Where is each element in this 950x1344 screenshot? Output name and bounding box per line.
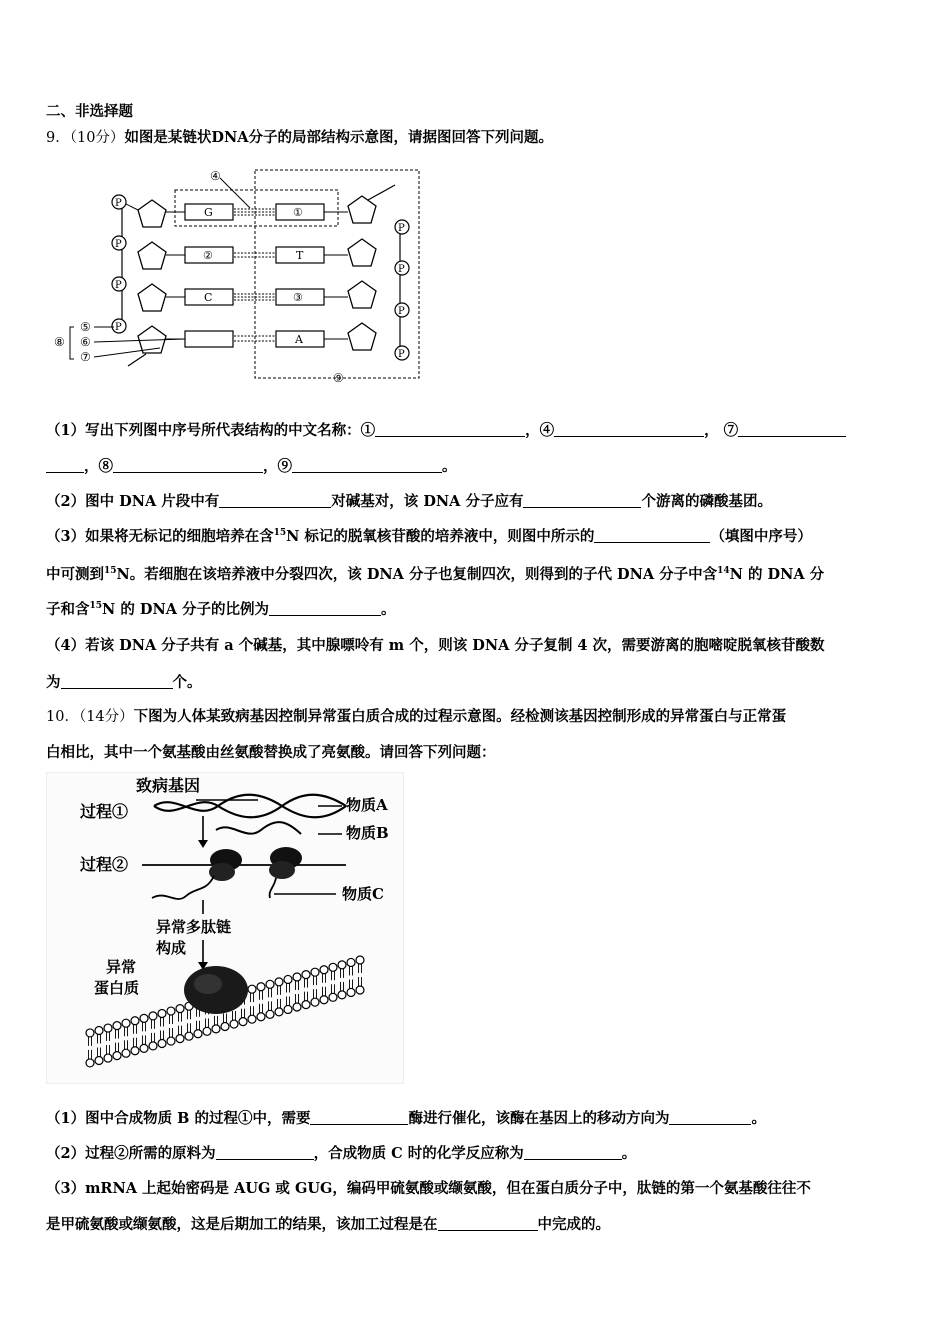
lipid-head [86, 1059, 94, 1067]
lipid-head [284, 975, 292, 983]
q10-p2-c: 。 [621, 1145, 637, 1162]
gene-expression-figure [46, 772, 404, 1084]
protein-label-2: 蛋白质 [94, 979, 140, 997]
q10-p1-a: （1）图中合成物质 B 的过程①中，需要 [46, 1110, 311, 1127]
lipid-head [158, 1009, 166, 1017]
lipid-head [176, 1035, 184, 1043]
answer-blank[interactable] [524, 1145, 622, 1160]
answer-blank[interactable] [219, 493, 331, 508]
lipid-head [302, 1001, 310, 1009]
substance-c-label: 物质C [342, 885, 384, 903]
answer-blank[interactable] [523, 493, 641, 508]
answer-blank[interactable] [669, 1110, 751, 1125]
lipid-head [203, 1027, 211, 1035]
q10-part2 [46, 1144, 906, 1164]
lipid-head [338, 991, 346, 999]
base-left-1: G [204, 206, 213, 219]
phosphate-label: P [115, 280, 122, 291]
q10-part1 [46, 1109, 906, 1129]
q9-part3-line2 [46, 565, 906, 585]
lipid-head [293, 973, 301, 981]
process2-label: 过程② [80, 855, 129, 874]
superscript: 14 [717, 566, 730, 576]
q10-p1-c: 。 [751, 1110, 766, 1127]
lipid-head [266, 980, 274, 988]
q9-p3-d: 中可测到 [46, 566, 104, 583]
q9-part3-line1 [46, 527, 906, 547]
q10-stem-line1 [46, 707, 906, 727]
lipid-head [347, 988, 355, 996]
pair-row-1 [112, 195, 409, 234]
q10-score: （14分） [78, 709, 134, 725]
lipid-head [167, 1037, 175, 1045]
lipid-head [140, 1014, 148, 1022]
q9-p4-a: （4）若该 DNA 分子共有 a 个碱基，其中腺嘌呤有 m 个，则该 DNA 分子复制 4 次，需要游离的胞嘧啶脱氧核苷酸数 [46, 637, 825, 654]
q10-stem1: 下图为人体某致病基因控制异常蛋白质合成的过程示意图。经检测该基因控制形成的异常蛋白与正常蛋 [133, 708, 787, 725]
label-9: ⑨ [333, 371, 344, 385]
lipid-head [212, 1025, 220, 1033]
q9-p3-b: N 标记的脱氧核苷酸的培养液中，则图中所示的 [286, 528, 595, 545]
lipid-head [320, 966, 328, 974]
lipid-head [293, 1003, 301, 1011]
q10-number: 10． [46, 709, 79, 725]
substance-a-label: 物质A [346, 796, 388, 814]
lipid-head [122, 1019, 130, 1027]
q9-score: （10分） [69, 130, 125, 146]
q10-stem-line2 [46, 743, 906, 763]
lipid-head [167, 1007, 175, 1015]
q10-p2-a: （2）过程②所需的原料为 [46, 1145, 216, 1162]
q9-p1-text: （1）写出下列图中序号所代表结构的中文名称：① [46, 422, 376, 439]
phosphate-label: P [398, 264, 405, 275]
lipid-head [275, 978, 283, 986]
compose-label: 构成 [156, 939, 187, 957]
lipid-head [284, 1005, 292, 1013]
q9-part2 [46, 492, 906, 512]
answer-blank[interactable] [375, 422, 525, 437]
lipid-head [329, 963, 337, 971]
label-6: ⑥ [80, 335, 91, 349]
phosphate-label: P [115, 198, 122, 209]
label-5: ⑤ [80, 320, 91, 334]
lipid-head [302, 971, 310, 979]
superscript: 15 [273, 528, 287, 538]
q9-part3-line3 [46, 600, 906, 620]
q9-p3-a: （3）如果将无标记的细胞培养在含 [46, 528, 274, 545]
lipid-head [257, 983, 265, 991]
q9-p1-c7: ， ⑦ [704, 422, 739, 439]
lipid-head [356, 986, 364, 994]
q9-p3-h: N 的 DNA 分子的比例为 [102, 601, 270, 618]
phosphate-label: P [398, 306, 405, 317]
pair-row-3 [112, 277, 409, 317]
q10-p3-a: （3）mRNA 上起始密码是 AUG 或 GUG，编码甲硫氨酸或缬氨酸，但在蛋白质分子中，肽链的第一个氨基酸往往不 [46, 1180, 811, 1197]
answer-blank[interactable] [216, 1145, 314, 1160]
lipid-head [149, 1042, 157, 1050]
q9-p1-c4: ，④ [525, 422, 555, 439]
q9-p3-i: 。 [381, 601, 396, 618]
q9-p2-b: 对碱基对，该 DNA 分子应有 [331, 493, 524, 510]
q9-p4-c: 个。 [172, 674, 202, 691]
q9-p4-b: 为 [46, 674, 61, 691]
phosphate-label: P [115, 322, 122, 333]
q9-p3-f: N 的 DNA 分 [729, 566, 825, 583]
lipid-head [320, 996, 328, 1004]
q9-p2-c: 个游离的磷酸基团。 [641, 493, 772, 510]
q10-part3-line2 [46, 1215, 906, 1235]
base-right-2: T [296, 249, 304, 262]
q9-stem [46, 128, 906, 148]
lipid-head [194, 1030, 202, 1038]
q9-part4-line1 [46, 636, 906, 656]
superscript: 15 [89, 601, 103, 611]
protein-label-1: 异常 [106, 958, 137, 976]
q9-part4-line2 [46, 673, 906, 693]
base-right-3: ③ [293, 291, 303, 304]
label-8: ⑧ [54, 335, 65, 349]
q9-stem-text: 如图是某链状DNA分子的局部结构示意图，请据图回答下列问题。 [124, 129, 554, 146]
lipid-head [356, 956, 364, 964]
q10-stem2: 白相比，其中一个氨基酸由丝氨酸替换成了亮氨酸。请回答下列问题： [46, 744, 496, 761]
lipid-head [329, 993, 337, 1001]
q9-p1-c8: ，⑧ [84, 458, 113, 475]
lipid-head [122, 1049, 130, 1057]
label-7: ⑦ [80, 350, 91, 364]
answer-blank[interactable] [738, 422, 846, 437]
q10-p3-b: 是甲硫氨酸或缬氨酸，这是后期加工的结果，该加工过程是在 [46, 1216, 438, 1233]
lipid-head [158, 1039, 166, 1047]
lipid-head [221, 1022, 229, 1030]
lipid-head [113, 1022, 121, 1030]
gene-label: 致病基因 [136, 776, 201, 795]
lipid-head [248, 1015, 256, 1023]
lipid-head [104, 1054, 112, 1062]
q10-p1-b: 酶进行催化，该酶在基因上的移动方向为 [408, 1110, 670, 1127]
lipid-head [311, 968, 319, 976]
answer-blank[interactable] [46, 458, 84, 473]
q9-part1-line2 [46, 457, 906, 477]
q9-number: 9． [46, 130, 70, 146]
dna-structure-figure [50, 160, 430, 390]
q9-part1-line1 [46, 421, 906, 441]
lipid-head [176, 1005, 184, 1013]
lipid-head [95, 1056, 103, 1064]
answer-blank[interactable] [269, 601, 381, 616]
phosphate-label: P [398, 349, 405, 360]
q9-p2-a: （2）图中 DNA 片段中有 [46, 493, 220, 510]
superscript: 15 [104, 566, 117, 576]
lipid-head [185, 1032, 193, 1040]
chain-label: 异常多肽链 [156, 918, 232, 936]
lipid-head [95, 1026, 103, 1034]
lipid-head [266, 1010, 274, 1018]
lipid-head [239, 1018, 247, 1026]
base-right-1: ① [293, 206, 303, 219]
pair-row-4 [112, 319, 409, 366]
answer-blank[interactable] [61, 674, 173, 689]
answer-blank[interactable] [554, 422, 704, 437]
process1-label: 过程① [80, 802, 129, 821]
answer-blank[interactable] [113, 458, 263, 473]
lipid-head [347, 958, 355, 966]
base-left-3: C [204, 291, 213, 304]
q9-p1-end: 。 [442, 458, 457, 475]
lipid-head [149, 1012, 157, 1020]
lipid-head [275, 1008, 283, 1016]
section-title-text: 二、非选择题 [46, 103, 133, 120]
q10-p2-b: ，合成物质 C 时的化学反应称为 [313, 1145, 524, 1162]
section-title [46, 102, 906, 122]
lipid-head [104, 1024, 112, 1032]
lipid-head [86, 1029, 94, 1037]
lipid-head [113, 1052, 121, 1060]
lipid-head [131, 1047, 139, 1055]
answer-blank[interactable] [310, 1110, 408, 1125]
answer-blank[interactable] [292, 458, 442, 473]
pair-row-2 [112, 236, 409, 275]
q9-p3-c: （填图中序号） [710, 528, 812, 545]
lipid-head [248, 985, 256, 993]
lipid-head [140, 1044, 148, 1052]
lipid-head [311, 998, 319, 1006]
label-4: ④ [210, 169, 221, 183]
q9-p1-c9: ，⑨ [263, 458, 292, 475]
base-right-4: A [295, 333, 303, 346]
phosphate-label: P [398, 223, 405, 234]
answer-blank[interactable] [438, 1216, 538, 1231]
phosphate-label: P [115, 239, 122, 250]
lipid-head [131, 1017, 139, 1025]
q9-p3-g: 子和含 [46, 601, 90, 618]
base-left-2: ② [203, 249, 213, 262]
lipid-head [257, 1013, 265, 1021]
answer-blank[interactable] [594, 528, 710, 543]
q10-p3-c: 中完成的。 [537, 1216, 610, 1233]
q9-p3-e: N。若细胞在该培养液中分裂四次，该 DNA 分子也复制四次，则得到的子代 DNA 分子中含 [116, 566, 718, 583]
q10-part3-line1 [46, 1179, 906, 1199]
lipid-head [230, 1020, 238, 1028]
lipid-head [338, 961, 346, 969]
substance-b-label: 物质B [346, 824, 389, 842]
